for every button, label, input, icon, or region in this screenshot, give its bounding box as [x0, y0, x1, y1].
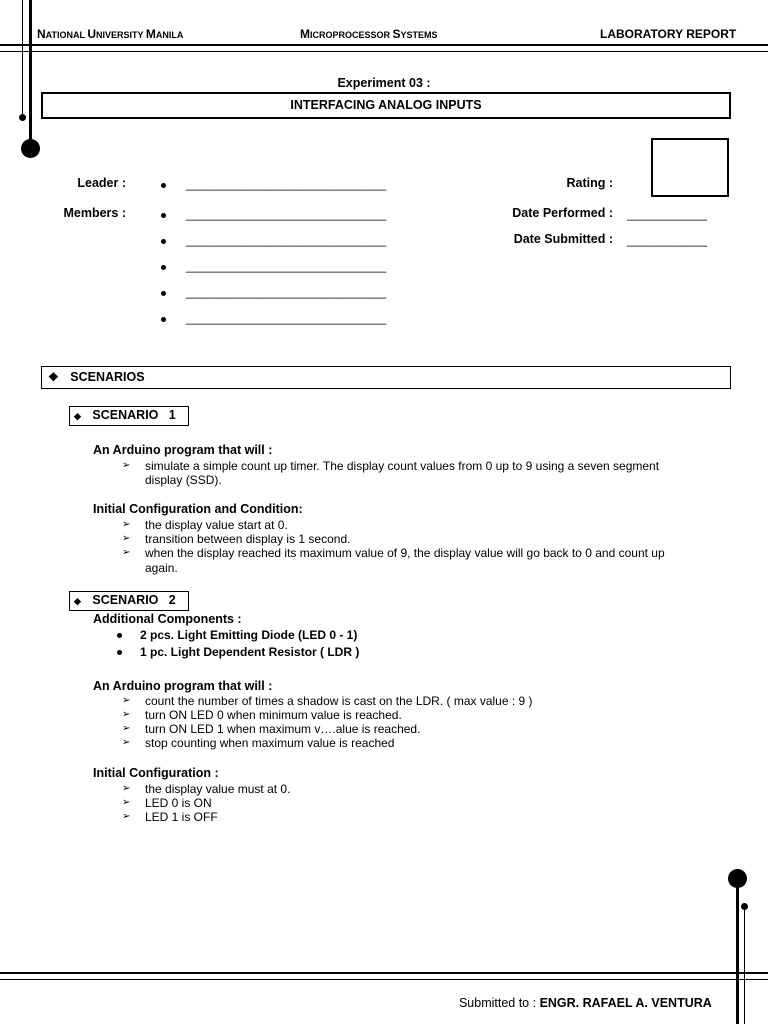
s2-program-item: stop counting when maximum value is reached	[145, 736, 395, 750]
s2-component-item: 2 pcs. Light Emitting Diode (LED 0 - 1)	[140, 628, 358, 642]
rating-box[interactable]	[651, 138, 729, 197]
left-small-dot-icon	[19, 114, 26, 121]
member-blank-2[interactable]: ______________________________	[186, 233, 387, 247]
s2-components-heading: Additional Components :	[93, 612, 242, 626]
s1-init-item: again.	[145, 561, 178, 575]
s2-program-item: turn ON LED 1 when maximum v….alue is reached.	[145, 722, 421, 736]
member-bullet-icon	[161, 265, 166, 270]
arrow-icon: ➢	[122, 723, 131, 734]
diamond-four-icon: ❖	[48, 370, 59, 384]
s2-init-item: LED 0 is ON	[145, 796, 212, 810]
date-performed-label: Date Performed :	[512, 206, 613, 220]
leader-label: Leader :	[77, 176, 126, 190]
s1-init-item: the display value start at 0.	[145, 518, 288, 532]
scenarios-heading: SCENARIOS	[70, 370, 145, 384]
left-vertical-rule	[29, 0, 32, 148]
scenarios-section-box	[41, 366, 731, 389]
right-small-dot-icon	[741, 903, 748, 910]
member-bullet-icon	[161, 213, 166, 218]
right-vertical-rule	[736, 878, 739, 1024]
s1-init-item: when the display reached its maximum value of 9, the display value will go back to 0 and count up	[145, 546, 665, 560]
member-blank-5[interactable]: ______________________________	[186, 311, 387, 325]
arrow-icon: ➢	[122, 783, 131, 794]
s1-init-item: transition between display is 1 second.	[145, 532, 351, 546]
right-vertical-thin	[744, 906, 745, 1024]
s2-program-item: count the number of times a shadow is cast on the LDR. ( max value : 9 )	[145, 694, 533, 708]
members-label: Members :	[63, 206, 126, 220]
scenario-1-box	[69, 406, 189, 426]
s2-program-heading: An Arduino program that will :	[93, 679, 273, 693]
small-diamond-icon: ◆	[74, 596, 81, 606]
member-bullet-icon	[161, 183, 166, 188]
header-course: MICROPROCESSOR SYSTEMS	[300, 27, 438, 41]
date-submitted-label: Date Submitted :	[513, 232, 613, 246]
bottom-rule-1	[0, 972, 768, 974]
small-diamond-icon: ◆	[74, 411, 81, 421]
arrow-icon: ➢	[122, 797, 131, 808]
s2-component-item: 1 pc. Light Dependent Resistor ( LDR )	[140, 645, 360, 659]
right-large-dot-icon	[728, 869, 747, 888]
member-bullet-icon	[161, 317, 166, 322]
member-bullet-icon	[161, 239, 166, 244]
s2-program-item: turn ON LED 0 when minimum value is reached.	[145, 708, 402, 722]
scenario-1-label: SCENARIO 1	[92, 408, 176, 422]
bullet-icon	[117, 650, 122, 655]
s2-init-heading: Initial Configuration :	[93, 766, 219, 780]
member-blank-1[interactable]: ______________________________	[186, 207, 387, 221]
arrow-icon: ➢	[122, 547, 131, 558]
s1-program-heading: An Arduino program that will :	[93, 443, 273, 457]
top-rule-2	[0, 51, 768, 52]
scenario-2-label: SCENARIO 2	[92, 593, 176, 607]
s2-init-item: the display value must at 0.	[145, 782, 291, 796]
arrow-icon: ➢	[122, 519, 131, 530]
member-blank-3[interactable]: ______________________________	[186, 259, 387, 273]
arrow-icon: ➢	[122, 460, 131, 471]
leader-blank[interactable]: ______________________________	[186, 177, 387, 191]
experiment-title: INTERFACING ANALOG INPUTS	[290, 98, 482, 112]
arrow-icon: ➢	[122, 811, 131, 822]
s1-init-heading: Initial Configuration and Condition:	[93, 502, 303, 516]
arrow-icon: ➢	[122, 709, 131, 720]
left-vertical-thin	[22, 0, 23, 118]
s1-program-item: simulate a simple count up timer. The display count values from 0 up to 9 using a seven segment	[145, 459, 660, 473]
experiment-title-box	[41, 92, 731, 119]
s1-program-item: display (SSD).	[145, 473, 222, 487]
header-report: LABORATORY REPORT	[600, 27, 737, 41]
footer-submitted-to	[452, 982, 712, 1010]
member-bullet-icon	[161, 291, 166, 296]
submitted-name: ENGR. RAFAEL A. VENTURA	[539, 996, 712, 1010]
left-large-dot-icon	[21, 139, 40, 158]
top-rule-1	[0, 44, 768, 46]
member-blank-4[interactable]: ______________________________	[186, 285, 387, 299]
s2-init-item: LED 1 is OFF	[145, 810, 218, 824]
arrow-icon: ➢	[122, 737, 131, 748]
bullet-icon	[117, 633, 122, 638]
arrow-icon: ➢	[122, 533, 131, 544]
rating-label: Rating :	[566, 176, 613, 190]
experiment-number: Experiment 03 :	[337, 76, 431, 90]
arrow-icon: ➢	[122, 695, 131, 706]
date-performed-blank[interactable]: ____________	[627, 207, 708, 221]
scenario-2-box	[69, 591, 189, 611]
header-university: NATIONAL UNIVERSITY MANILA	[37, 27, 184, 41]
submitted-prefix: Submitted to :	[458, 996, 540, 1010]
bottom-rule-2	[0, 979, 768, 980]
date-submitted-blank[interactable]: ____________	[627, 233, 708, 247]
